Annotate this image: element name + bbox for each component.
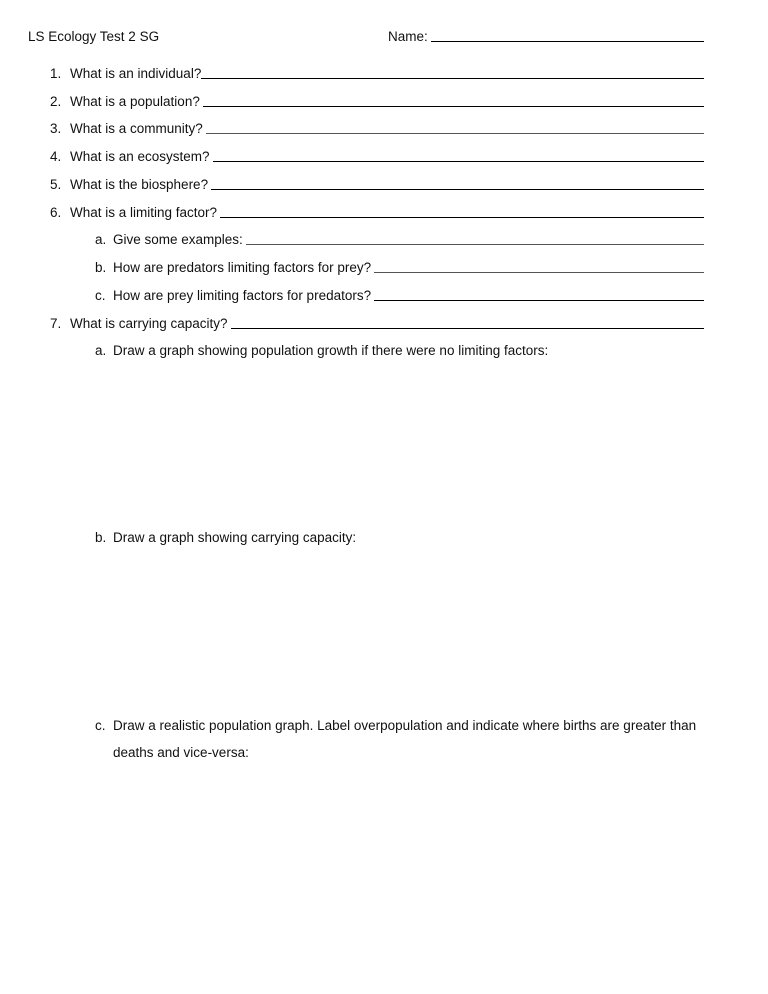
- question-6b: [95, 260, 704, 275]
- question-text: What is the biosphere?: [70, 177, 209, 192]
- question-4: [50, 149, 704, 164]
- question-3: [50, 121, 704, 136]
- sub-question-text: Draw a realistic population graph. Label overpopulation and indicate where births are greater than: [113, 718, 697, 733]
- question-7: [50, 316, 704, 331]
- answer-blank[interactable]: [206, 132, 704, 134]
- question-6c: [95, 288, 704, 303]
- answer-blank[interactable]: [203, 105, 704, 107]
- answer-blank[interactable]: [231, 327, 704, 329]
- question-6: [50, 205, 704, 220]
- sub-letter: b.: [95, 260, 107, 275]
- question-7b: [95, 530, 356, 545]
- answer-blank[interactable]: [220, 216, 704, 218]
- question-1: [50, 66, 704, 81]
- answer-blank[interactable]: [374, 299, 704, 301]
- sub-letter: c.: [95, 718, 106, 733]
- name-label: Name:: [388, 29, 428, 44]
- question-number: 7.: [50, 316, 62, 331]
- answer-blank[interactable]: [211, 188, 704, 190]
- question-7c-continued: deaths and vice-versa:: [113, 745, 249, 760]
- question-7a: [95, 343, 548, 358]
- graph-drawing-area-c[interactable]: [95, 770, 704, 970]
- answer-blank[interactable]: [213, 160, 704, 162]
- question-5: [50, 177, 704, 192]
- sub-question-text: How are prey limiting factors for predators?: [113, 288, 372, 303]
- sub-question-text: Give some examples:: [113, 232, 243, 247]
- sub-question-text: Draw a graph showing carrying capacity:: [113, 530, 357, 545]
- answer-blank[interactable]: [201, 77, 704, 79]
- question-text: What is a limiting factor?: [70, 205, 218, 220]
- question-number: 4.: [50, 149, 62, 164]
- question-number: 5.: [50, 177, 62, 192]
- sub-question-text: How are predators limiting factors for prey?: [113, 260, 372, 275]
- sub-letter: b.: [95, 530, 107, 545]
- answer-blank[interactable]: [374, 271, 704, 273]
- question-2: [50, 94, 704, 109]
- question-text: What is carrying capacity?: [70, 316, 228, 331]
- name-blank[interactable]: [431, 40, 704, 42]
- question-6a: [95, 232, 704, 247]
- question-number: 6.: [50, 205, 62, 220]
- question-number: 2.: [50, 94, 62, 109]
- sub-letter: a.: [95, 232, 107, 247]
- question-7c: [95, 718, 696, 733]
- answer-blank[interactable]: [246, 243, 704, 245]
- question-text: What is an individual?: [70, 66, 202, 81]
- graph-drawing-area-b[interactable]: [95, 550, 704, 705]
- question-text: What is an ecosystem?: [70, 149, 210, 164]
- name-field[interactable]: [388, 29, 704, 44]
- sub-letter: a.: [95, 343, 107, 358]
- question-number: 1.: [50, 66, 62, 81]
- question-text: What is a population?: [70, 94, 200, 109]
- graph-drawing-area-a[interactable]: [95, 362, 704, 522]
- sub-question-text: Draw a graph showing population growth if there were no limiting factors:: [113, 343, 549, 358]
- sub-letter: c.: [95, 288, 106, 303]
- question-number: 3.: [50, 121, 62, 136]
- page-title: LS Ecology Test 2 SG: [28, 29, 160, 44]
- question-text: What is a community?: [70, 121, 203, 136]
